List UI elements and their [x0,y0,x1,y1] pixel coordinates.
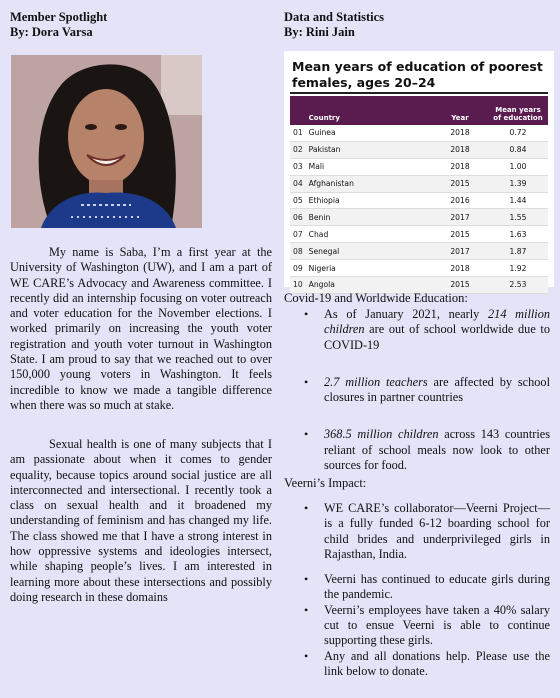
row-year: 2018 [432,125,488,141]
row-mean-years: 1.63 [488,226,548,243]
header-num [290,96,306,125]
covid-bullet-list [284,307,550,473]
row-number: 06 [290,209,306,226]
header-mean-years: Mean years of education [488,96,548,125]
row-number: 08 [290,243,306,260]
row-country: Ethiopia [306,192,432,209]
row-number: 03 [290,158,306,175]
impact-bullet-item [304,572,550,603]
covid-bullet-item [304,374,550,406]
row-year: 2016 [432,192,488,209]
covid-bullet-item [304,427,550,473]
row-mean-years: 1.55 [488,209,548,226]
impact-bullet-text: Veerni has continued to educate girls during the pandemic. [324,572,550,602]
bullet-dot-icon: • [304,602,309,617]
table-header-row [290,96,548,125]
row-number: 07 [290,226,306,243]
covid-bullet-post: across 143 countries reliant of school meals now look to other sources for food. [324,427,550,473]
table-row [290,192,548,209]
bullet-dot-icon: • [304,648,309,663]
covid-section-title: Covid-19 and Worldwide Education: [284,291,468,305]
spotlight-paragraph-2: Sexual health is one of many subjects that I am passionate about when it comes to gender equality, because topics around social justice are all interconnected and intersectional. I recently took a class on sexual health and it broadened my understanding of feminism and has changed my life. The class showed me that I have a strong interest in how oppressive systems and ideologies intersect, while shaping people’s lives. I am interested in learning more about these intersections and possibly doing research in these domains [10,437,272,604]
row-country: Benin [306,209,432,226]
impact-bullet-item [304,501,550,562]
table-row [290,209,548,226]
covid-bullet-em: 368.5 million children [324,427,439,442]
row-year: 2015 [432,175,488,192]
covid-bullet-post: are out of school worldwide due to COVID-19 [324,322,550,352]
row-year: 2018 [432,260,488,277]
table-body [290,125,548,293]
table-row [290,243,548,260]
impact-bullet-item [304,602,550,649]
covid-bullet-em: 2.7 million teachers [324,374,428,389]
bullet-dot-icon: • [304,572,309,587]
covid-bullet-item [304,307,550,353]
row-year: 2018 [432,158,488,175]
impact-section-title: Veerni’s Impact: [284,476,367,490]
education-stats-table [290,96,548,294]
row-country: Afghanistan [306,175,432,192]
row-number: 05 [290,192,306,209]
data-statistics-title: Data and Statistics [284,10,385,24]
title-divider [290,92,548,94]
row-mean-years: 0.84 [488,141,548,158]
data-statistics-header [284,10,552,40]
header-country: Country [306,96,432,125]
table-row [290,158,548,175]
row-mean-years: 0.72 [488,125,548,141]
row-mean-years: 1.00 [488,158,548,175]
impact-bullet-item [304,648,550,680]
row-number: 02 [290,141,306,158]
row-country: Senegal [306,243,432,260]
table-row [290,226,548,243]
covid-bullet-pre: As of January 2021, nearly [324,307,489,321]
data-statistics-byline: By: Rini Jain [284,25,355,39]
row-year: 2018 [432,141,488,158]
spotlight-paragraph-1: My name is Saba, I’m a first year at the University of Washington (UW), and I am a part of WE CARE’s Advocacy and Awareness committee. I recently did an internship focusing on voter outreach and voter education for the November elections. I worked primarily on increasing the youth voter registration and youth voter turnout in Washington State. I am proud to say that we reached out to over 150,000 young voters in Washington. It feels incredible to know we made a tangible difference when there was so much at stake. [10,245,272,412]
row-country: Nigeria [306,260,432,277]
row-year: 2017 [432,209,488,226]
member-spotlight-header [10,10,272,40]
row-mean-years: 1.87 [488,243,548,260]
table-row [290,175,548,192]
member-spotlight-title: Member Spotlight [10,10,108,24]
impact-bullet-text: Any and all donations help. Please use the link below to donate. [324,648,550,678]
bullet-dot-icon: • [304,307,309,321]
covid-bullet-em: 214 million children [324,307,550,337]
row-mean-years: 1.44 [488,192,548,209]
table-row [290,260,548,277]
row-year: 2015 [432,226,488,243]
impact-bullet-list [284,501,550,679]
row-country: Chad [306,226,432,243]
row-number: 01 [290,125,306,141]
bullet-dot-icon: • [304,501,309,515]
row-mean-years: 1.92 [488,260,548,277]
bullet-dot-icon: • [304,427,309,442]
row-country: Guinea [306,125,432,141]
education-stats-card [284,51,554,290]
row-number: 10 [290,277,306,294]
impact-bullet-text: Veerni’s employees have taken a 40% salary cut to ensue Veerni is able to continue supporting these girls. [324,602,550,648]
impact-bullet-text: WE CARE’s collaborator—Veerni Project—is a fully funded 6-12 boarding school for child brides and underprivileged girls in Rajasthan, India. [324,501,550,561]
portrait-illustration [11,55,202,228]
row-country: Angola [306,277,432,294]
covid-bullet-post: are affected by school closures in partner countries [324,374,550,405]
header-year: Year [432,96,488,125]
table-row [290,141,548,158]
row-mean-years: 2.53 [488,277,548,294]
table-row [290,125,548,141]
row-country: Pakistan [306,141,432,158]
row-year: 2015 [432,277,488,294]
education-stats-title: Mean years of education of poorest females, ages 20–24 [292,59,543,90]
row-country: Mali [306,158,432,175]
member-spotlight-byline: By: Dora Varsa [10,25,93,39]
row-number: 09 [290,260,306,277]
row-mean-years: 1.39 [488,175,548,192]
row-number: 04 [290,175,306,192]
bullet-dot-icon: • [304,374,309,389]
member-portrait-photo [11,55,202,228]
row-year: 2017 [432,243,488,260]
